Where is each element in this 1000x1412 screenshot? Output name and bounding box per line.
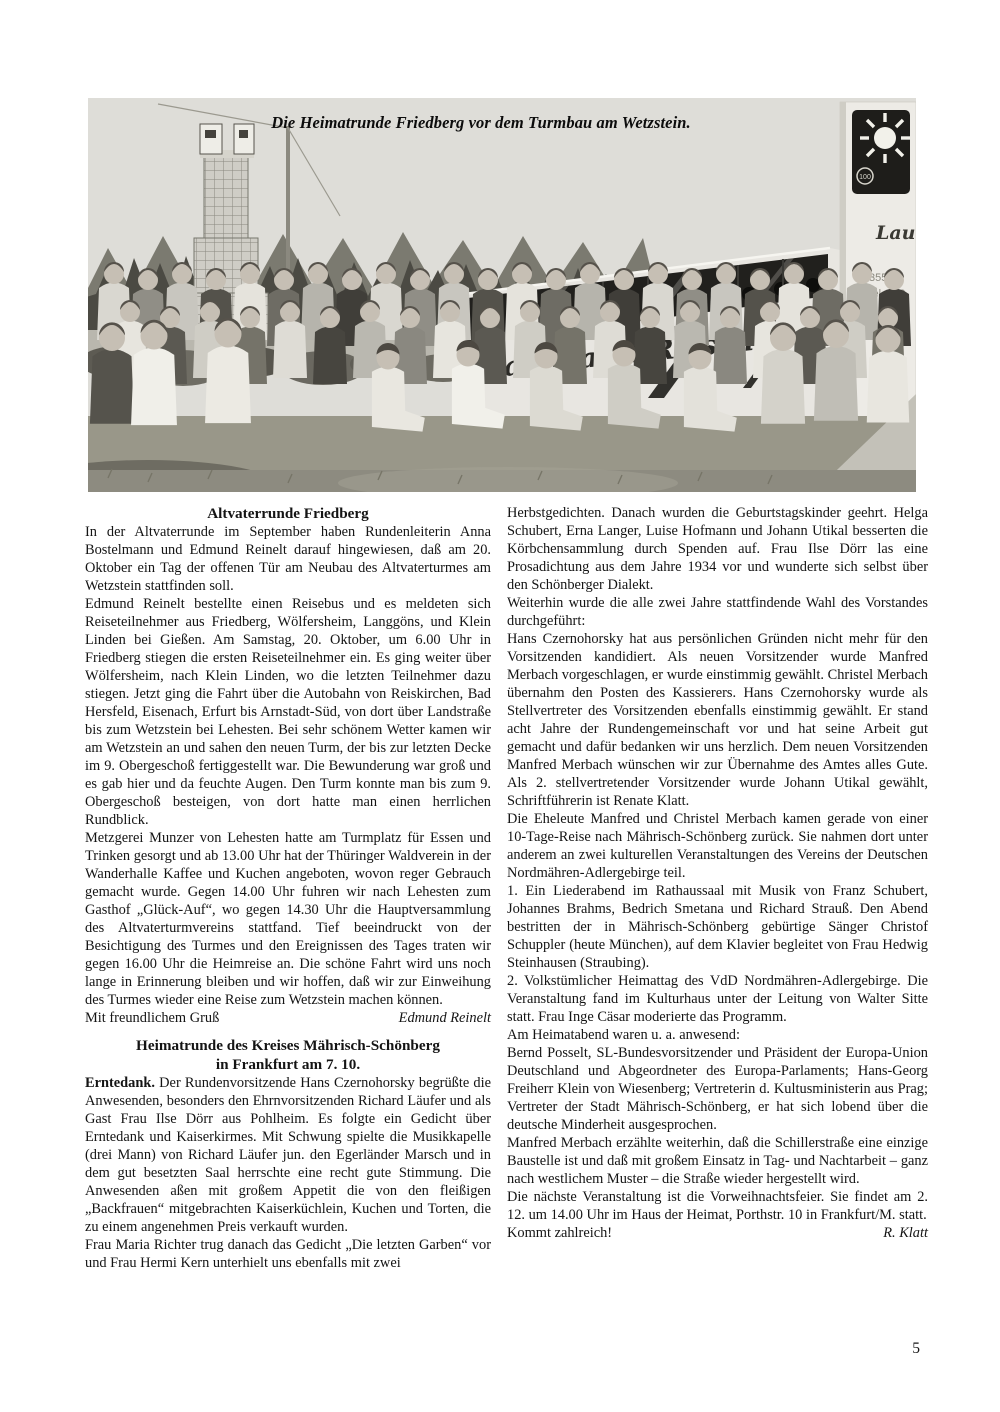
- paragraph: Edmund Reinelt bestellte einen Reisebus und es meldeten sich Reiseteilnehmer aus Friedberg, Wölfersheim, Langgöns, und Klein Linden bei Gießen. Am Samstag, 20. Oktober, um 6.00 Uhr in Friedberg stiegen die ersten Reiseteilnehmer ein. Es ging weiter über Wölfersheim, nach Klein Linden, wo die letzten Teilnehmer dazu stiegen. Jetzt ging die Fahrt über die Autobahn von Reiskirchen, Bad Hersfeld, Eisenach, Erfurt bis Arnstadt-Süd, von dort über Landstraße bis zum Wetzstein bei Lehesten. Bei sehr schönem Wetter kamen wir am Wetzstein an und sahen den neuen Turm, der bis zur letzten Decke im 9. Obergeschoß fertiggestellt war. Die Bewunderung war groß und es gab hier und da feuchte Augen. Den Turm konnte man bis zum 9. Obergeschoß besteigen, von dort hatte man einen herrlichen Rundblick.: [85, 596, 491, 828]
- signoff-call: Kommt zahlreich!: [507, 1225, 613, 1241]
- paragraph-erntedank: [85, 1074, 491, 1236]
- bus-front-brand-partial: Lau: [876, 222, 916, 244]
- lead-word: Erntedank.: [85, 1075, 155, 1091]
- signoff-author: Edmund Reinelt: [398, 1010, 491, 1026]
- paragraph: Die Eheleute Manfred und Christel Merbach kamen gerade von einer 10-Tage-Reise nach Mährisch-Schönberg zurück. Sie nahmen dort unter anderem an zwei kulturellen Veranstaltungen des Vereins der Deutschen Nordmähren-Adlergebirge teil.: [507, 811, 928, 881]
- paragraph: Metzgerei Munzer von Lehesten hatte am Turmplatz für Essen und Trinken gesorgt und ab 13.00 Uhr hat der Thüringer Waldverein in der Wanderhalle Kaffee und Kuchen angeboten, wovon reger Gebrauch gemacht wurde. Gegen 14.00 Uhr fuhren wir nach Lehesten zum Gasthof „Glück-Auf“, wo gegen 14.30 Uhr die Hauptversammlung des Altvaterturmvereins stattfand. Tief beeindruckt von der Besichtigung des Turmes und den Ereignissen des Tages traten wir gegen 16.00 Uhr die Heimreise an. Die schöne Fahrt wird uns noch lange in Erinnerung bleiben und wir hoffen, daß wir zur Einweihung des Turmes wieder eine Reise zum Wetzstein machen können.: [85, 830, 491, 1008]
- article-heading-heimatrunde-line1: Heimatrunde des Kreises Mährisch-Schönberg: [136, 1037, 440, 1054]
- group-photo: [88, 98, 916, 492]
- group-photo-illustration: [88, 98, 916, 492]
- article-heading-heimatrunde-line2: in Frankfurt am 7. 10.: [215, 1056, 361, 1073]
- signoff-greeting: Mit freundlichem Gruß: [85, 1010, 220, 1026]
- paragraph: Die nächste Veranstaltung ist die Vorweihnachtsfeier. Sie findet am 2. 12. um 14.00 Uhr im Haus der Heimat, Porthstr. 10 in Frankfurt/M. statt.: [507, 1189, 928, 1223]
- paragraph: Herbstgedichten. Danach wurden die Geburtstagskinder geehrt. Helga Schubert, Erna Langer, Luise Hofmann und Johann Utikal besserten die Körbchensammlung durch Spenden auf. Frau Ilse Dörr las eine Prosadichtung aus dem Jahre 1934 vor und wunderte sich selbst über den Schönberger Dialekt.: [507, 505, 928, 593]
- page-number: 5: [912, 1340, 920, 1357]
- paragraph: Hans Czernohorsky hat aus persönlichen Gründen nicht mehr für den Vorsitzenden kandidiert. Als neuen Vorsitzender wurde Manfred Merbach vorgeschlagen, er wurde einstimmig gewählt. Christel Merbach übernahm den Posten des Kassierers. Hans Czernohorsky wurde als Stellvertreter des Vorsitzenden ebenfalls einstimmig gewählt. Er stand acht Jahre der Rundengemeinschaft vor und hat seine Arbeit gut gemacht und dafür bedanken wir uns herzlich. Dem neuen Vorsitzenden Manfred Merbach wünschen wir zur Übernahme des Amtes alles Gute. Als 2. stellvertretender Vorsitzender wurde Johann Utikal gewählt, Schriftführerin ist Renate Klatt.: [507, 631, 928, 809]
- article-heading-altvaterrunde: Altvaterrunde Friedberg: [207, 505, 369, 522]
- right-column: [507, 504, 928, 1242]
- photo-caption: Die Heimatrunde Friedberg vor dem Turmbau am Wetzstein.: [271, 113, 691, 132]
- paragraph: Am Heimatabend waren u. a. anwesend:: [507, 1027, 740, 1043]
- paragraph: 1. Ein Liederabend im Rathaussaal mit Musik von Franz Schubert, Johannes Brahms, Bedrich Smetana und Richard Strauß. Den Abend bestritten der in Mährisch-Schönberg gebürtige Sänger Christof Schuppler (heute München), auf dem Klavier begleitet von Frau Hedwig Steinhausen (Straubing).: [507, 883, 928, 971]
- paragraph: Weiterhin wurde die alle zwei Jahre stattfindende Wahl des Vorstandes durchgeführt:: [507, 595, 928, 629]
- paragraph: Frau Maria Richter trug danach das Gedicht „Die letzten Garben“ vor und Frau Hermi Kern unterhielt uns ebenfalls mit zwei: [85, 1237, 491, 1271]
- svg-text:100: 100: [859, 174, 871, 181]
- lead-text: Der Rundenvorsitzende Hans Czernohorsky begrüßte die Anwesenden, besonders den Ehrnvorsitzenden Richard Läufer und als Gast Frau Ilse Dörr aus Pohlheim. Es folgte ein Gedicht über Erntedank und Kaiserkirmes. Mit Schwung spielte die Musikkapelle (drei Mann) von Richard Läufer jun. den Egerländer Marsch und in dem gut besetzten Saal herrschte eine recht gute Stimmung. Die Anwesenden aßen mit großem Appetit die von den fleißigen „Backfrauen“ mitgebrachten Kaiserküchlein, Kuchen und Torten, die zu einem angenehmen Preis verkauft wurden.: [85, 1075, 491, 1235]
- paragraph: Manfred Merbach erzählte weiterhin, daß die Schillerstraße eine einzige Baustelle ist und daß mit großem Einsatz in Tag- und Nachtarbeit – ganz nach westlichem Muster – die Straße wieder hergestellt wird.: [507, 1135, 928, 1187]
- paragraph: 2. Volkstümlicher Heimattag des VdD Nordmähren-Adlergebirge. Die Veranstaltung fand im Kulturhaus unter der Leitung von Walter Sitte statt. Frau Inge Cäsar moderierte das Programm.: [507, 973, 928, 1025]
- signoff-altvaterrunde: [85, 1009, 491, 1027]
- signoff-author: R. Klatt: [883, 1225, 928, 1241]
- paragraph: Bernd Posselt, SL-Bundesvorsitzender und Präsident der Europa-Union Deutschland und Abgeordneter des Europa-Parlaments; Hans-Georg Freiherr Klein von Wiesenberg; Vertreterin d. Kultusministerin aus Prag; Vertreter der Stadt Mährisch-Schönberg, er hat sich lobend über die deutsche Minderheit ausgesprochen.: [507, 1045, 928, 1133]
- left-column: [85, 504, 491, 1272]
- signoff-heimatrunde: [507, 1224, 928, 1242]
- paragraph: In der Altvaterrunde im September haben Rundenleiterin Anna Bostelmann und Edmund Reinelt darauf hingewiesen, daß am 20. Oktober ein Tag der offenen Tür am Neubau des Altvaterturmes am Wetzstein stattfinden soll.: [85, 524, 491, 594]
- sun-logo-icon: [860, 113, 910, 163]
